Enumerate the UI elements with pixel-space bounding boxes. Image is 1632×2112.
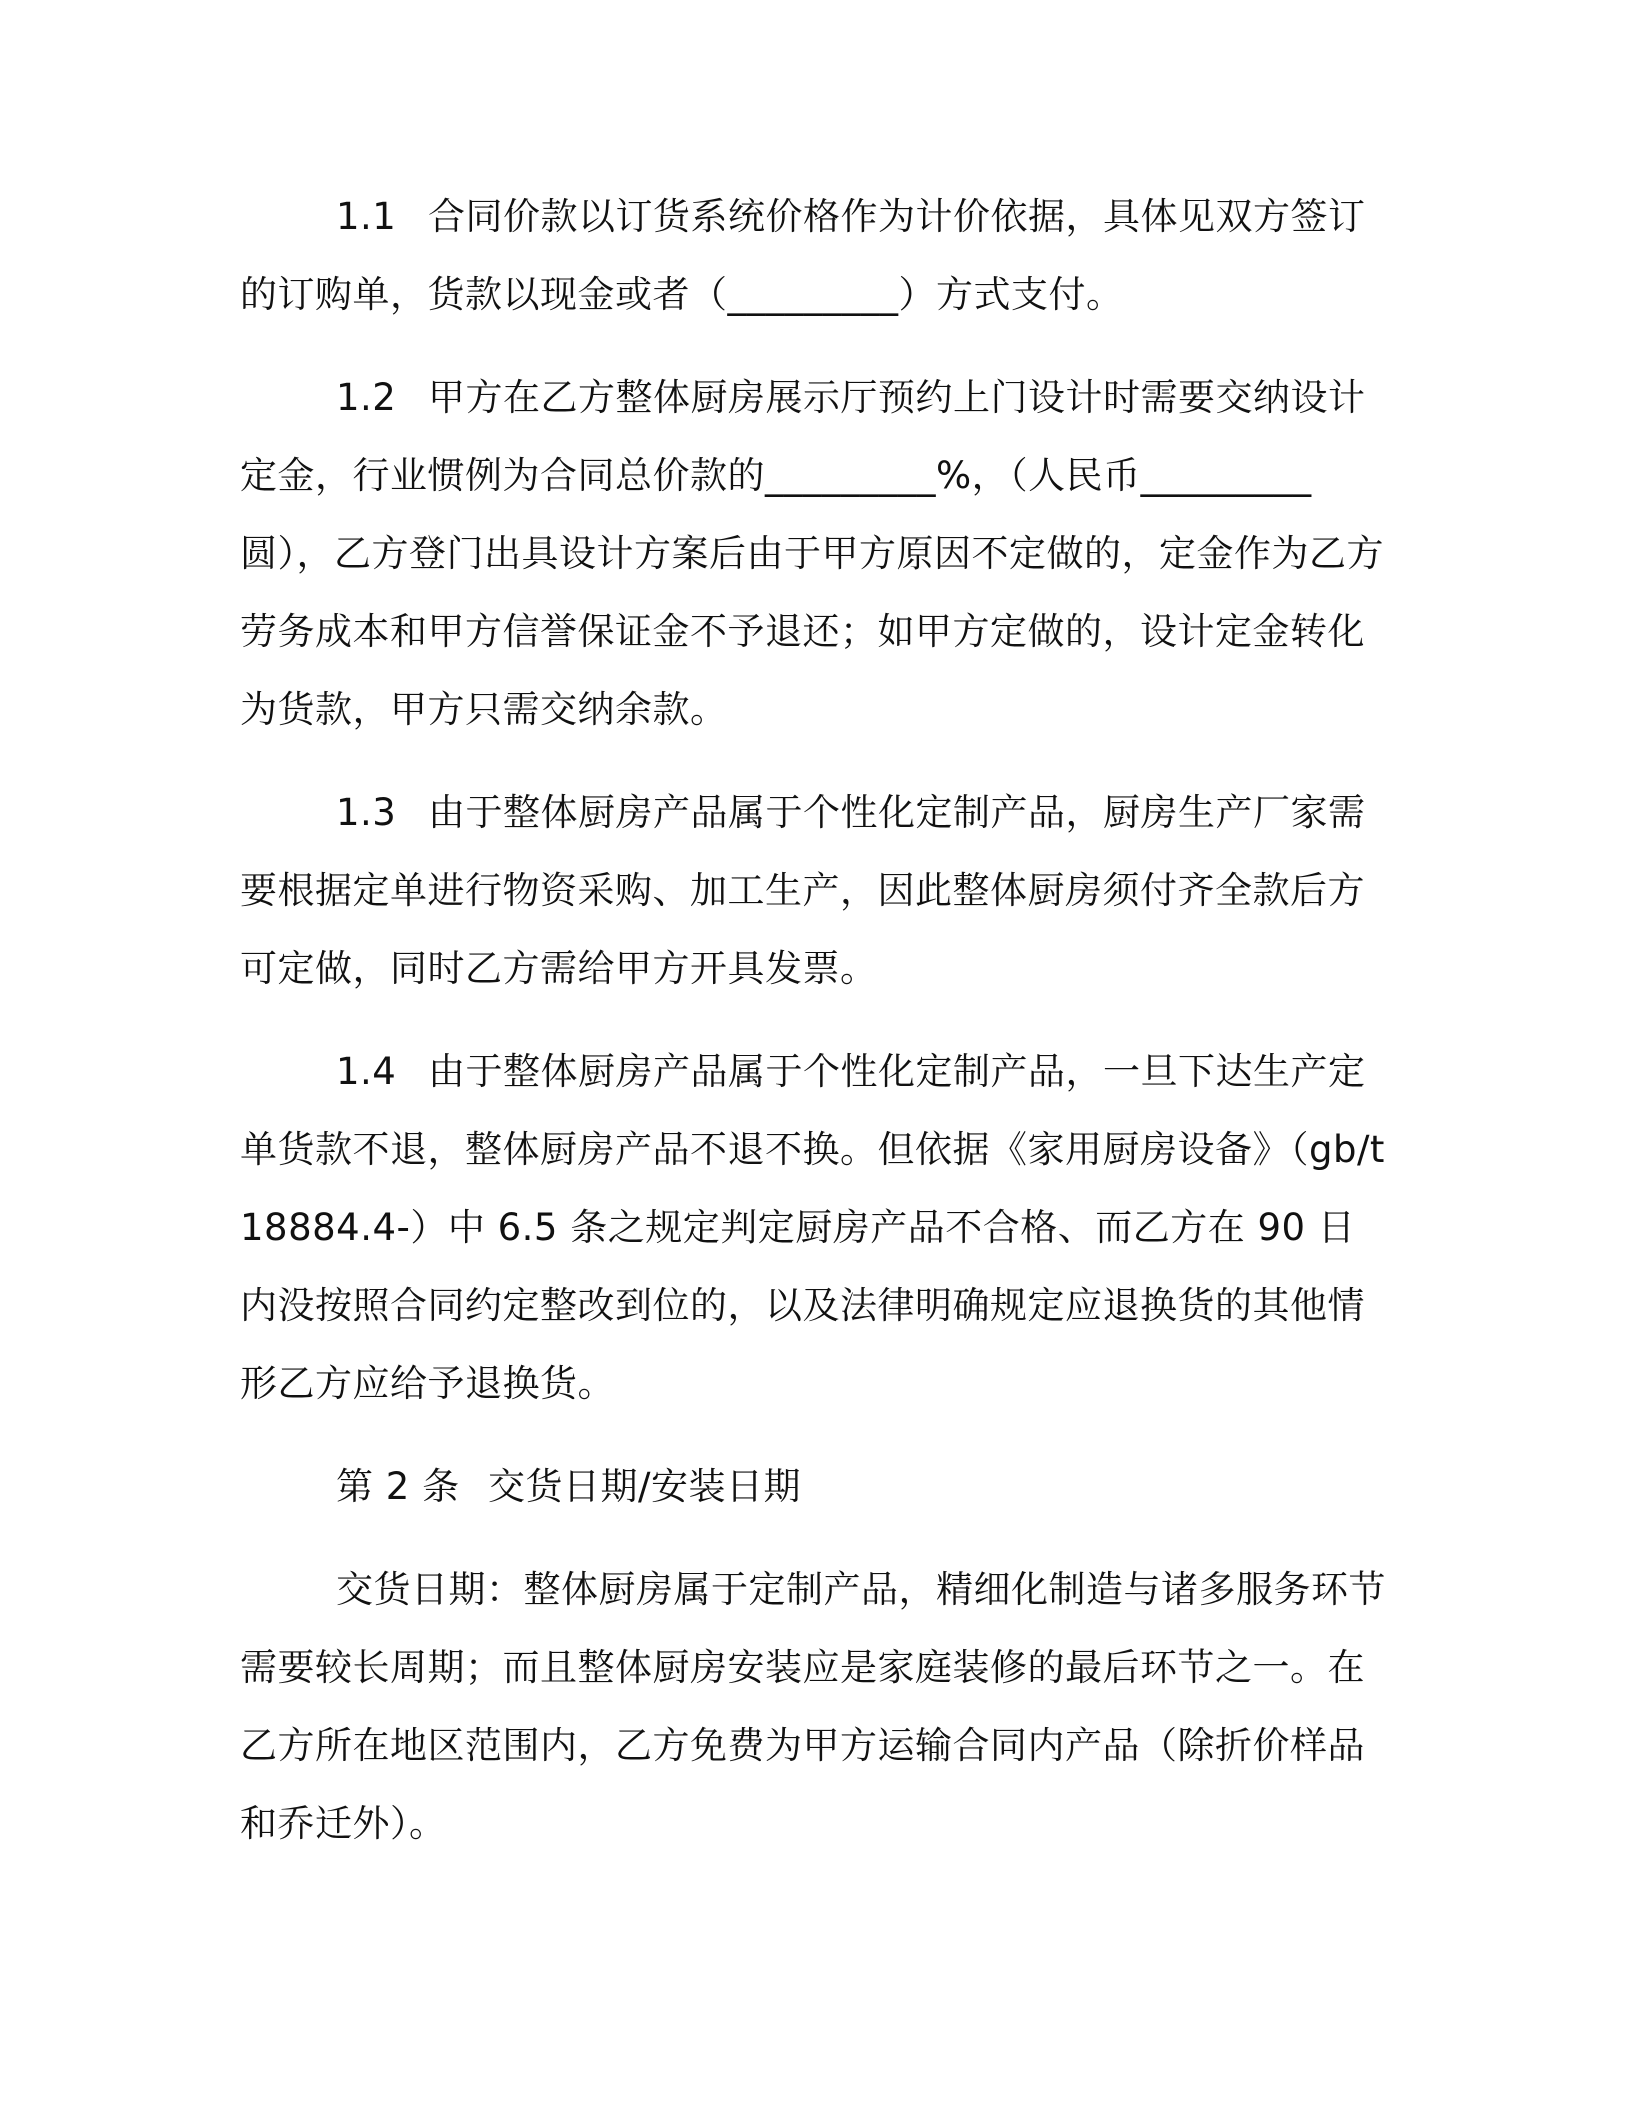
clause-text: 由于整体厨房产品属于个性化定制产品，厨房生产厂家需要根据定单进行物资采购、加工生产，因此整体厨房须付齐全款后方可定做，同时乙方需给甲方开具发票。 <box>240 791 1366 990</box>
clause-1-1 <box>240 178 1390 334</box>
article-number: 第 2 条 <box>336 1465 460 1508</box>
delivery-text: 交货日期：整体厨房属于定制产品，精细化制造与诸多服务环节需要较长周期；而且整体厨房安装应是家庭装修的最后环节之一。在乙方所在地区范围内，乙方免费为甲方运输合同内产品（除折价样品和乔迁外）。 <box>240 1568 1386 1845</box>
clause-1-2 <box>240 359 1390 749</box>
clause-number: 1.1 <box>336 195 397 238</box>
document-body <box>240 178 1390 1863</box>
clause-text: 由于整体厨房产品属于个性化定制产品，一旦下达生产定单货款不退，整体厨房产品不退不换。但依据《家用厨房设备》（gb/t18884.4-）中 6.5 条之规定判定厨房产品不合格、而乙方在 90 日内没按照合同约定整改到位的，以及法律明确规定应退换货的其他情形乙方应给予退换货。 <box>240 1050 1385 1405</box>
clause-1-3 <box>240 774 1390 1008</box>
article-title: 交货日期/安装日期 <box>488 1465 801 1508</box>
clause-number: 1.3 <box>336 791 397 834</box>
clause-text: 合同价款以订货系统价格作为计价依据，具体见双方签订的订购单，货款以现金或者（_________）方式支付。 <box>240 195 1366 316</box>
delivery-paragraph <box>240 1551 1390 1863</box>
clause-text: 甲方在乙方整体厨房展示厅预约上门设计时需要交纳设计定金，行业惯例为合同总价款的_________%，（人民币_________圆），乙方登门出具设计方案后由于甲方原因不定做的，定金作为乙方劳务成本和甲方信誉保证金不予退还；如甲方定做的，设计定金转化为货款，甲方只需交纳余款。 <box>240 376 1384 731</box>
clause-number: 1.2 <box>336 376 397 419</box>
article-2-heading <box>240 1448 1390 1526</box>
clause-1-4 <box>240 1033 1390 1423</box>
clause-number: 1.4 <box>336 1050 397 1093</box>
